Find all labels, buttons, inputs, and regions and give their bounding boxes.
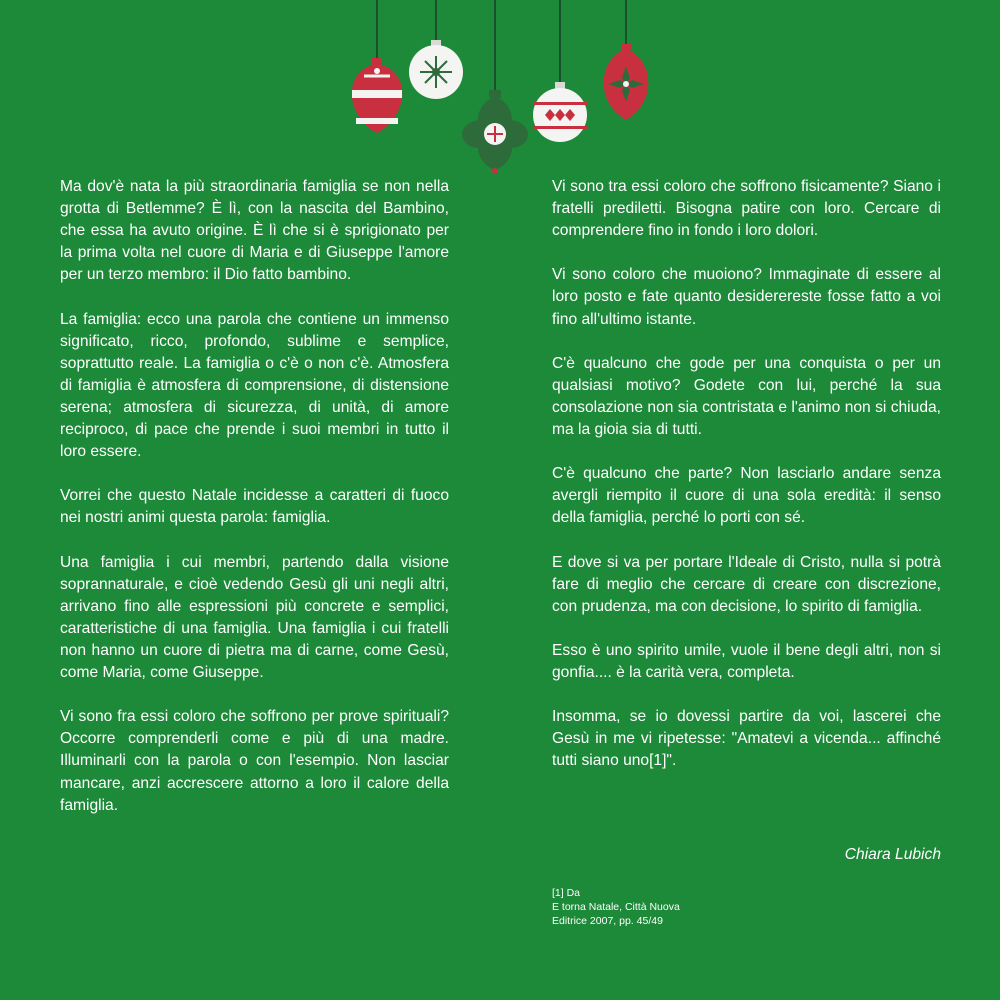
footnote-line: E torna Natale, Città Nuova	[552, 901, 680, 914]
paragraph: Vi sono fra essi coloro che soffrono per prove spirituali? Occorre comprenderli come e più di una madre. Illuminarli con la parola o con l'esempio. Non lasciar mancare, anzi accrescere attorno a loro il calore della famiglia.	[60, 708, 449, 814]
paragraph: E dove si va per portare l'Ideale di Cristo, nulla si potrà fare di meglio che cercare di creare con discrezione, con prudenza, ma con decisione, lo spirito di famiglia.	[552, 553, 941, 615]
white-snowflake-bauble-icon	[409, 40, 463, 99]
paragraph: Esso è uno spirito umile, vuole il bene degli altri, non si gonfia.... è la carità vera, completa.	[552, 641, 941, 682]
right-text-column	[552, 176, 941, 795]
paragraph: C'è qualcuno che parte? Non lasciarlo andare senza avergli riempito il cuore di una sola eredità: il senso della famiglia, perché lo porti con sé.	[552, 465, 941, 527]
white-patterned-bauble-icon	[533, 82, 587, 142]
paragraph: Insomma, se io dovessi partire da voi, lascerei che Gesù in me vi ripetesse: "Amatevi a vicenda... affinché tutti siano uno[1]".	[552, 708, 941, 770]
paragraph: Vi sono tra essi coloro che soffrono fisicamente? Siano i fratelli prediletti. Bisogna patire con loro. Cercare di comprendere fino in fondo i loro dolori.	[552, 178, 941, 240]
green-lantern-bauble-icon	[462, 90, 528, 174]
footnote-line: [1] Da	[552, 887, 581, 899]
red-teardrop-bauble-icon	[604, 44, 649, 120]
christmas-ornaments	[340, 0, 670, 180]
paragraph: C'è qualcuno che gode per una conquista o per un qualsiasi motivo? Godete con lui, perché la sua consolazione non sia contristata e l'animo non si chiuda, ma la gioia sia di tutti.	[552, 354, 941, 439]
paragraph: Una famiglia i cui membri, partendo dalla visione soprannaturale, e cioè vedendo Gesù gli uni negli altri, arrivano fino alle espressioni più concrete e semplici, caratteristiche di una famiglia. Una famiglia i cui fratelli non hanno un cuore di pietra ma di carne, come Gesù, come Maria, come Giuseppe.	[60, 553, 449, 682]
footnote-line: Editrice 2007, pp. 45/49	[552, 915, 663, 928]
paragraph: La famiglia: ecco una parola che contiene un immenso significato, ricco, profondo, sublime e semplice, soprattutto reale. La famiglia o c'è o non c'è. Atmosfera di famiglia è atmosfera di comprensione, di distensione serena; atmosfera di sicurezza, di unità, di amore reciproco, di pace che prende i suoi membri in tutto il loro essere.	[60, 310, 449, 461]
paragraph: Vi sono coloro che muoiono? Immaginate di essere al loro posto e fate quanto desiderereste fosse fatto a voi fino all'ultimo istante.	[552, 266, 941, 328]
paragraph: Vorrei che questo Natale incidesse a caratteri di fuoco nei nostri animi questa parola: famiglia.	[60, 487, 449, 527]
paragraph: Ma dov'è nata la più straordinaria famiglia se non nella grotta di Betlemme? È lì, con la nascita del Bambino, che essa ha avuto origine. È lì che si è sprigionato per la prima volta nel cuore di Maria e di Giuseppe l'amore per un terzo membro: il Dio fatto bambino.	[60, 178, 449, 284]
red-striped-bauble-icon	[352, 58, 402, 133]
footnote	[552, 886, 752, 929]
left-text-column	[60, 176, 449, 839]
author-signature: Chiara Lubich	[844, 846, 941, 863]
